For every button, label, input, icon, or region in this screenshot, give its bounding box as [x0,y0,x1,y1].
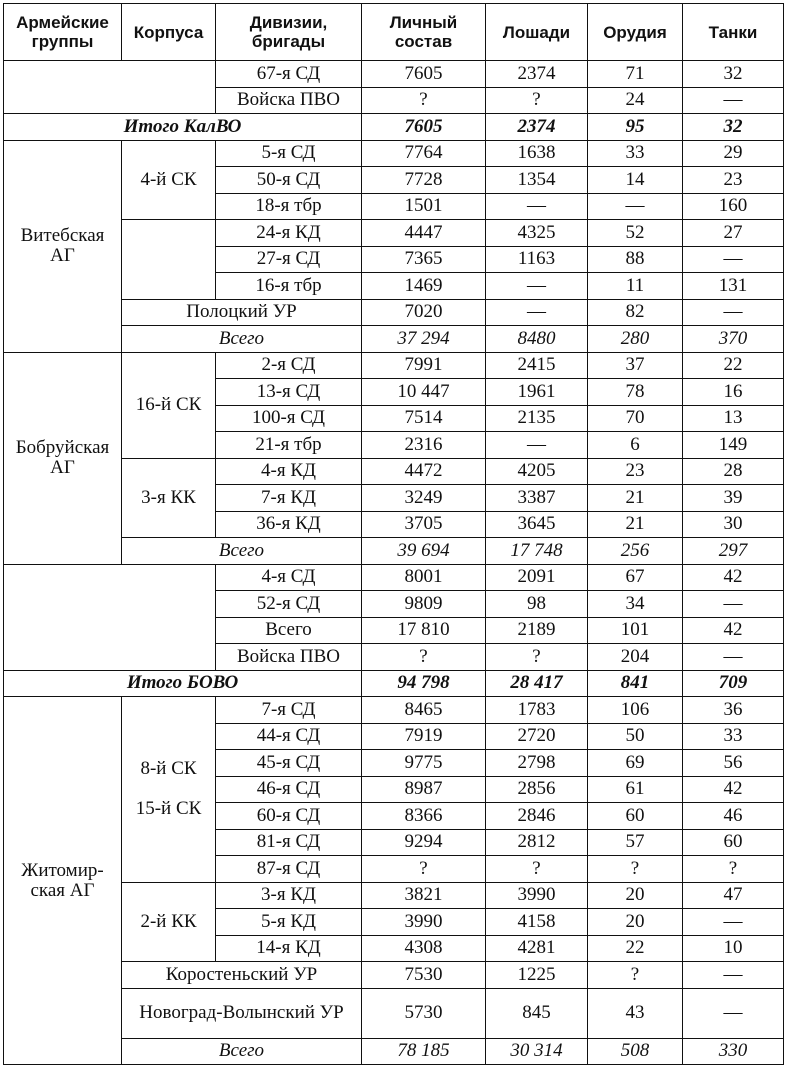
tanks-cell: 42 [683,617,784,644]
horses-cell: 2846 [486,803,588,830]
army-group-zhitomir: Житомир-ская АГ [4,697,122,1065]
guns-cell: 280 [588,326,683,353]
personnel-cell: ? [362,87,486,114]
guns-cell: 24 [588,87,683,114]
corps-cell: 16-й СК [122,352,216,458]
horses-cell: 4281 [486,935,588,962]
tanks-cell: 39 [683,485,784,512]
tanks-cell: 42 [683,564,784,591]
horses-cell: 2720 [486,723,588,750]
unit-cell: 13-я СД [216,379,362,406]
header-personnel: Личный состав [362,4,486,61]
personnel-cell: 39 694 [362,538,486,565]
horses-cell: 4205 [486,458,588,485]
unit-cell: 2-я СД [216,352,362,379]
unit-cell: 3-я КД [216,882,362,909]
blank-cell [122,220,216,300]
tanks-cell: 46 [683,803,784,830]
guns-cell: 69 [588,750,683,777]
horses-cell: ? [486,856,588,883]
personnel-cell: 9294 [362,829,486,856]
guns-cell: 20 [588,882,683,909]
table-row [4,140,784,167]
tanks-cell: 16 [683,379,784,406]
corps-cell: 3-я КК [122,458,216,538]
tanks-cell: — [683,246,784,273]
personnel-cell: 7605 [362,61,486,88]
guns-cell: 57 [588,829,683,856]
unit-cell: Коростеньский УР [122,962,362,989]
personnel-cell: 10 447 [362,379,486,406]
horses-cell: ? [486,644,588,671]
tanks-cell: 33 [683,723,784,750]
tanks-cell: — [683,909,784,936]
horses-cell: 3387 [486,485,588,512]
unit-cell: 7-я СД [216,697,362,724]
horses-cell: 4158 [486,909,588,936]
tanks-cell: 131 [683,273,784,300]
personnel-cell: 5730 [362,988,486,1038]
horses-cell: 845 [486,988,588,1038]
guns-cell: — [588,193,683,220]
personnel-cell: 1501 [362,193,486,220]
tanks-cell: 56 [683,750,784,777]
guns-cell: 11 [588,273,683,300]
horses-cell: 2374 [486,61,588,88]
unit-cell: Войска ПВО [216,87,362,114]
subtotal-label: Всего [122,1038,362,1065]
personnel-cell: 7020 [362,299,486,326]
total-row [4,670,784,697]
unit-cell: 7-я КД [216,485,362,512]
forces-table [3,3,784,1065]
personnel-cell: 4447 [362,220,486,247]
unit-cell: 81-я СД [216,829,362,856]
tanks-cell: — [683,988,784,1038]
guns-cell: ? [588,856,683,883]
unit-cell: 4-я СД [216,564,362,591]
horses-cell: 30 314 [486,1038,588,1065]
guns-cell: 82 [588,299,683,326]
personnel-cell: 9775 [362,750,486,777]
header-tanks: Танки [683,4,784,61]
tanks-cell: — [683,87,784,114]
personnel-cell: 17 810 [362,617,486,644]
blank-cell [4,564,216,670]
tanks-cell: 27 [683,220,784,247]
guns-cell: 88 [588,246,683,273]
unit-cell: 50-я СД [216,167,362,194]
unit-cell: 36-я КД [216,511,362,538]
personnel-cell: 7764 [362,140,486,167]
horses-cell: 2135 [486,405,588,432]
guns-cell: 204 [588,644,683,671]
horses-cell: 2812 [486,829,588,856]
tanks-cell: 330 [683,1038,784,1065]
tanks-cell: — [683,299,784,326]
tanks-cell: 709 [683,670,784,697]
personnel-cell: 3990 [362,909,486,936]
personnel-cell: 1469 [362,273,486,300]
horses-cell: 28 417 [486,670,588,697]
guns-cell: 37 [588,352,683,379]
tanks-cell: 10 [683,935,784,962]
horses-cell: — [486,432,588,459]
guns-cell: 256 [588,538,683,565]
header-corps: Корпуса [122,4,216,61]
personnel-cell: 9809 [362,591,486,618]
guns-cell: 60 [588,803,683,830]
tanks-cell: 13 [683,405,784,432]
corps-label: 8-й СК [140,758,197,780]
guns-cell: 43 [588,988,683,1038]
tanks-cell: 42 [683,776,784,803]
personnel-cell: 7728 [362,167,486,194]
unit-cell: 52-я СД [216,591,362,618]
header-guns: Орудия [588,4,683,61]
unit-cell: 24-я КД [216,220,362,247]
personnel-cell: ? [362,644,486,671]
blank-cell [4,61,216,114]
guns-cell: 95 [588,114,683,141]
unit-cell: 18-я тбр [216,193,362,220]
corps-cell: 4-й СК [122,140,216,220]
tanks-cell: 60 [683,829,784,856]
horses-cell: 8480 [486,326,588,353]
unit-cell: 44-я СД [216,723,362,750]
horses-cell: 2798 [486,750,588,777]
horses-cell: 4325 [486,220,588,247]
total-label: Итого КалВО [4,114,362,141]
horses-cell: 1638 [486,140,588,167]
horses-cell: 1225 [486,962,588,989]
horses-cell: 1783 [486,697,588,724]
horses-cell: 2415 [486,352,588,379]
horses-cell: 17 748 [486,538,588,565]
guns-cell: 33 [588,140,683,167]
header-divisions: Дивизии, бригады [216,4,362,61]
table-row [4,352,784,379]
guns-cell: 21 [588,511,683,538]
guns-cell: 21 [588,485,683,512]
horses-cell: 1961 [486,379,588,406]
guns-cell: 50 [588,723,683,750]
unit-cell: 14-я КД [216,935,362,962]
tanks-cell: 160 [683,193,784,220]
tanks-cell: 29 [683,140,784,167]
personnel-cell: 8465 [362,697,486,724]
personnel-cell: 7605 [362,114,486,141]
horses-cell: — [486,273,588,300]
tanks-cell: 23 [683,167,784,194]
personnel-cell: 2316 [362,432,486,459]
guns-cell: 841 [588,670,683,697]
unit-cell: 16-я тбр [216,273,362,300]
army-group-bobruisk: Бобруйская АГ [4,352,122,564]
table-row [4,564,784,591]
personnel-cell: ? [362,856,486,883]
personnel-cell: 7365 [362,246,486,273]
personnel-cell: 3249 [362,485,486,512]
horses-cell: 1163 [486,246,588,273]
unit-cell: 60-я СД [216,803,362,830]
guns-cell: 106 [588,697,683,724]
army-group-vitebsk: Витебская АГ [4,140,122,352]
tanks-cell: 36 [683,697,784,724]
header-horses: Лошади [486,4,588,61]
horses-cell: 2091 [486,564,588,591]
guns-cell: 508 [588,1038,683,1065]
tanks-cell: 297 [683,538,784,565]
horses-cell: ? [486,87,588,114]
unit-cell: Войска ПВО [216,644,362,671]
personnel-cell: 7919 [362,723,486,750]
tanks-cell: — [683,591,784,618]
horses-cell: — [486,299,588,326]
unit-cell: 46-я СД [216,776,362,803]
horses-cell: 2189 [486,617,588,644]
unit-cell: 45-я СД [216,750,362,777]
tanks-cell: 32 [683,61,784,88]
unit-cell: 67-я СД [216,61,362,88]
guns-cell: 78 [588,379,683,406]
total-row [4,114,784,141]
horses-cell: 3645 [486,511,588,538]
subtotal-label: Всего [122,326,362,353]
horses-cell: 1354 [486,167,588,194]
personnel-cell: 3821 [362,882,486,909]
table-row [4,697,784,724]
personnel-cell: 37 294 [362,326,486,353]
header-row [4,4,784,61]
guns-cell: 22 [588,935,683,962]
tanks-cell: — [683,962,784,989]
unit-cell: Новоград-Волынский УР [122,988,362,1038]
tanks-cell: 149 [683,432,784,459]
personnel-cell: 7991 [362,352,486,379]
guns-cell: 61 [588,776,683,803]
guns-cell: 34 [588,591,683,618]
guns-cell: 6 [588,432,683,459]
unit-cell: 100-я СД [216,405,362,432]
tanks-cell: 47 [683,882,784,909]
unit-cell: 4-я КД [216,458,362,485]
unit-cell: Полоцкий УР [122,299,362,326]
guns-cell: ? [588,962,683,989]
personnel-cell: 8366 [362,803,486,830]
corps-cell: 2-й КК [122,882,216,962]
guns-cell: 101 [588,617,683,644]
personnel-cell: 78 185 [362,1038,486,1065]
horses-cell: 2856 [486,776,588,803]
guns-cell: 71 [588,61,683,88]
guns-cell: 23 [588,458,683,485]
corps-label: 15-й СК [135,798,202,820]
total-label: Итого БОВО [4,670,362,697]
personnel-cell: 8987 [362,776,486,803]
table-row [4,61,784,88]
horses-cell: — [486,193,588,220]
personnel-cell: 94 798 [362,670,486,697]
horses-cell: 98 [486,591,588,618]
tanks-cell: ? [683,856,784,883]
tanks-cell: 28 [683,458,784,485]
tanks-cell: 370 [683,326,784,353]
tanks-cell: 22 [683,352,784,379]
tanks-cell: 30 [683,511,784,538]
personnel-cell: 4472 [362,458,486,485]
unit-cell: 21-я тбр [216,432,362,459]
personnel-cell: 7514 [362,405,486,432]
horses-cell: 2374 [486,114,588,141]
unit-cell: 5-я СД [216,140,362,167]
unit-cell: 87-я СД [216,856,362,883]
corps-cell [122,697,216,883]
personnel-cell: 8001 [362,564,486,591]
personnel-cell: 4308 [362,935,486,962]
guns-cell: 70 [588,405,683,432]
unit-cell: 5-я КД [216,909,362,936]
personnel-cell: 7530 [362,962,486,989]
unit-cell: 27-я СД [216,246,362,273]
tanks-cell: — [683,644,784,671]
guns-cell: 67 [588,564,683,591]
header-army-groups: Армейские группы [4,4,122,61]
tanks-cell: 32 [683,114,784,141]
personnel-cell: 3705 [362,511,486,538]
guns-cell: 52 [588,220,683,247]
guns-cell: 20 [588,909,683,936]
unit-cell: Всего [216,617,362,644]
horses-cell: 3990 [486,882,588,909]
guns-cell: 14 [588,167,683,194]
subtotal-label: Всего [122,538,362,565]
